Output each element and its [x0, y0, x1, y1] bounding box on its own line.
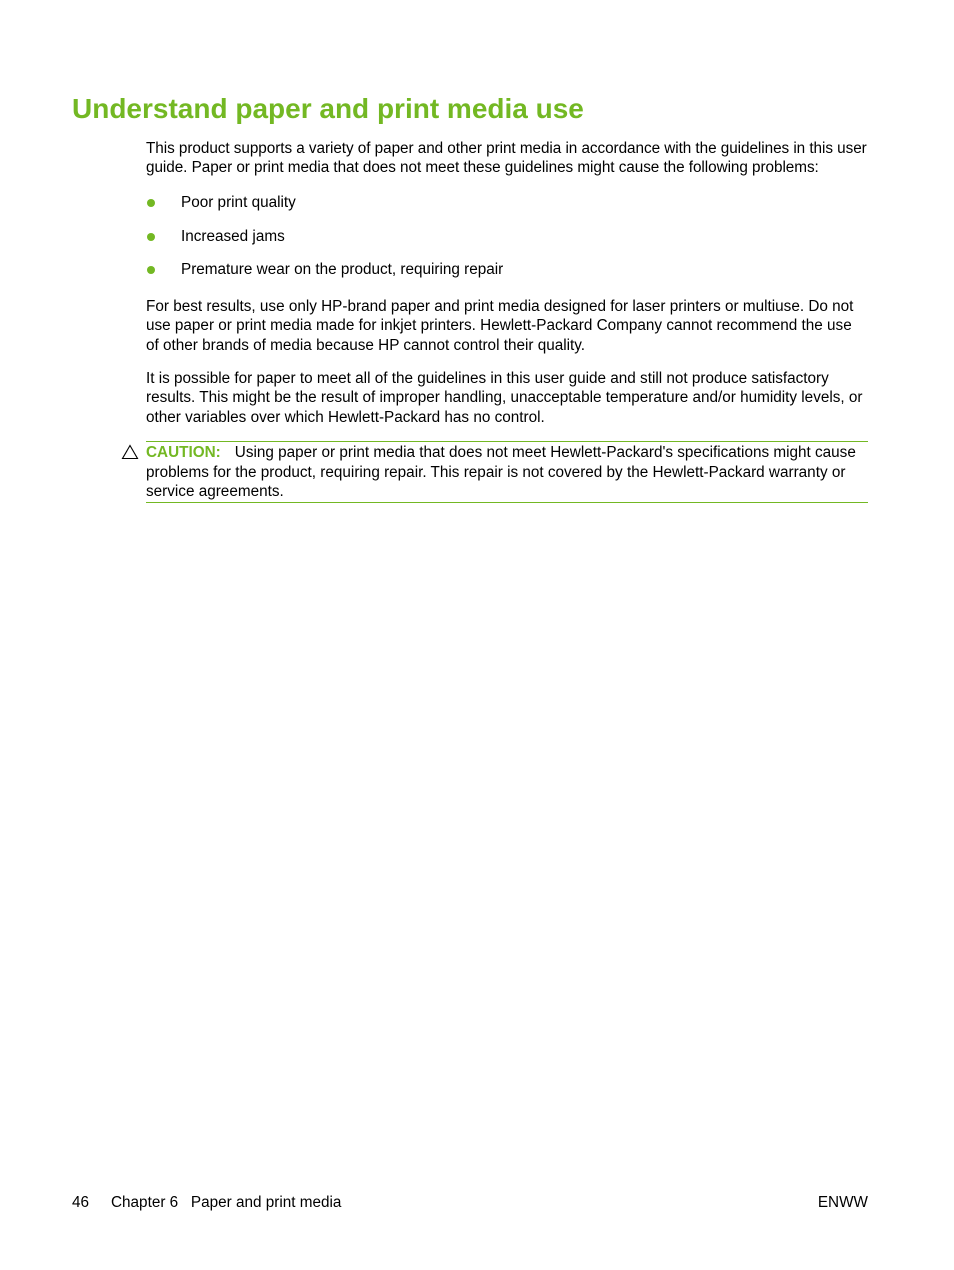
bullet-icon [147, 233, 155, 241]
list-item [146, 193, 868, 212]
caution-note [146, 441, 868, 503]
caution-label: CAUTION: [146, 444, 221, 462]
caution-text: Using paper or print media that does not meet Hewlett-Packard's specifications might cause problems for the product, requiring repair. This repair is not covered by the Hewlett-Packard warranty or service agreements. [146, 444, 856, 501]
page-number: 46 [72, 1194, 90, 1211]
main-content [146, 139, 868, 503]
list-item-text: Poor print quality [181, 193, 296, 211]
problem-list [146, 193, 868, 280]
list-item [146, 227, 868, 246]
page-title: Understand paper and print media use [72, 93, 584, 124]
warning-triangle-icon [121, 444, 139, 460]
list-item-text: Increased jams [181, 227, 285, 245]
bullet-icon [147, 199, 155, 207]
list-item [146, 260, 868, 279]
bullet-icon [147, 266, 155, 274]
intro-paragraph: This product supports a variety of paper and other print media in accordance with the guidelines in this user guide. Paper or print media that does not meet these guidelines might cause the following problems: [146, 140, 867, 177]
list-item-text: Premature wear on the product, requiring repair [181, 261, 504, 279]
chapter-label: Chapter 6 Paper and print media [111, 1194, 342, 1211]
guidelines-paragraph: It is possible for paper to meet all of the guidelines in this user guide and still not produce satisfactory results. This might be the result of improper handling, unacceptable temperature and/or humidity levels, or other variables over which Hewlett-Packard has no control. [146, 370, 863, 426]
best-results-paragraph: For best results, use only HP-brand paper and print media designed for laser printers or multiuse. Do not use paper or print media made for inkjet printers. Hewlett-Packard Company cannot recommend the use of other brands of media because HP cannot control their quality. [146, 297, 854, 354]
footer-locale: ENWW [817, 1194, 868, 1211]
